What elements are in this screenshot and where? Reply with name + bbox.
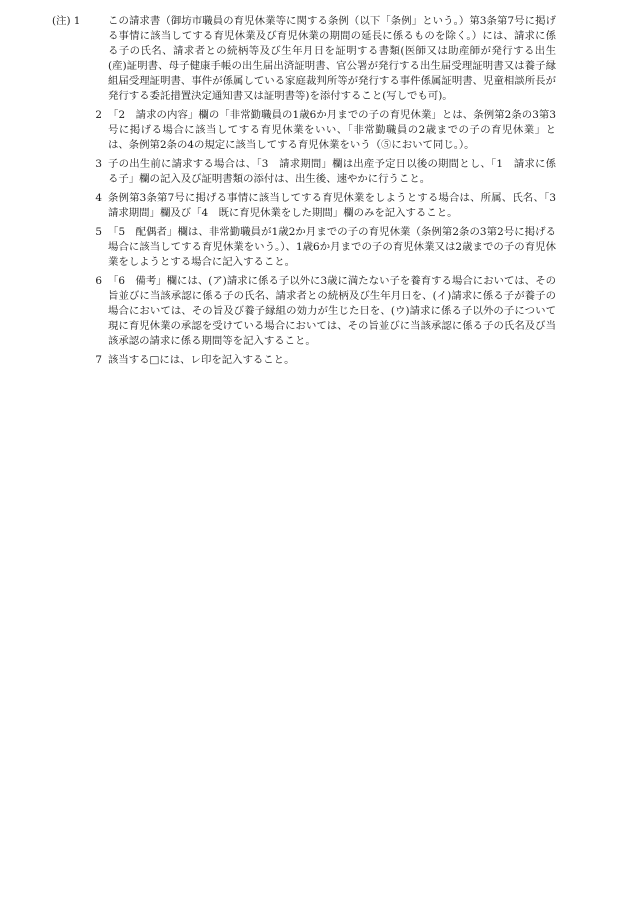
note-item-5 <box>78 225 556 270</box>
note-item-4 <box>78 191 567 221</box>
note-text: 「5 配偶者」欄は、非常勤職員が1歳2か月までの子の育児休業（条例第2条の3第2号に掲げる場合に該当してする育児休業をいう。）、1歳6か月までの子の育児休業又は2歳までの子の育児休業をしようとする場合に記入すること。 <box>108 226 556 268</box>
note-text: 条例第3条第7号に掲げる事情に該当してする育児休業をしようとする場合は、所属、氏名、「3 請求期間」欄及び「4 既に育児休業をした期間」欄のみを記入すること。 <box>108 192 567 219</box>
note-marker: 7 <box>95 354 102 366</box>
note-item-6 <box>78 274 556 349</box>
note-item-3 <box>78 157 556 187</box>
note-text: 該当する□には、レ印を記入すること。 <box>108 354 295 366</box>
note-item-7 <box>78 353 556 368</box>
notes-list <box>52 14 567 372</box>
note-item-1 <box>52 14 556 104</box>
note-text: 「2 請求の内容」欄の「非常勤職員の1歳6か月までの子の育児休業」とは、条例第2条の3第3号に掲げる場合に該当してする育児休業をいい、「非常勤職員の2歳までの子の育児休業」とは、条例第2条の4の規定に該当してする育児休業をいう（⑤において同じ。）。 <box>108 109 556 151</box>
note-marker: 3 <box>95 158 102 170</box>
note-marker: (注) 1 <box>52 15 81 27</box>
note-marker: 5 <box>95 226 102 238</box>
note-text: 子の出生前に請求する場合は、「3 請求期間」欄は出産予定日以後の期間とし、「1 請求に係る子」欄の記入及び証明書類の添付は、出生後、速やかに行うこと。 <box>108 158 556 185</box>
note-text: 「6 備考」欄には、(ア)請求に係る子以外に3歳に満たない子を養育する場合においては、その旨並びに当該承認に係る子の氏名、請求者との続柄及び生年月日を、(イ)請求に係る子が養子の場合においては、その旨及び養子縁組の効力が生じた日を、(ウ)請求に係る子以外の子について現に育児休業の承認を受けている場合においては、その旨並びに当該承認に係る子の氏名及び当該承認の請求に係る期間等を記入すること。 <box>108 275 556 347</box>
note-text: この請求書（御坊市職員の育児休業等に関する条例（以下「条例」という。）第3条第7号に掲げる事情に該当してする育児休業及び育児休業の期間の延長に係るものを除く。）には、請求に係る子の氏名、請求者との続柄等及び生年月日を証明する書類(医師又は助産師が発行する出生(産)証明書、母子健康手帳の出生届出済証明書、官公署が発行する出生届受理証明書又は養子縁組届受理証明書、事件が係属している家庭裁判所等が発行する事件係属証明書、児童相談所長が発行する委託措置決定通知書又は証明書等)を添付すること(写しでも可)。 <box>108 15 556 102</box>
note-item-2 <box>78 108 556 153</box>
note-marker: 4 <box>95 192 102 204</box>
note-marker: 6 <box>95 275 102 287</box>
note-marker: 2 <box>95 109 102 121</box>
